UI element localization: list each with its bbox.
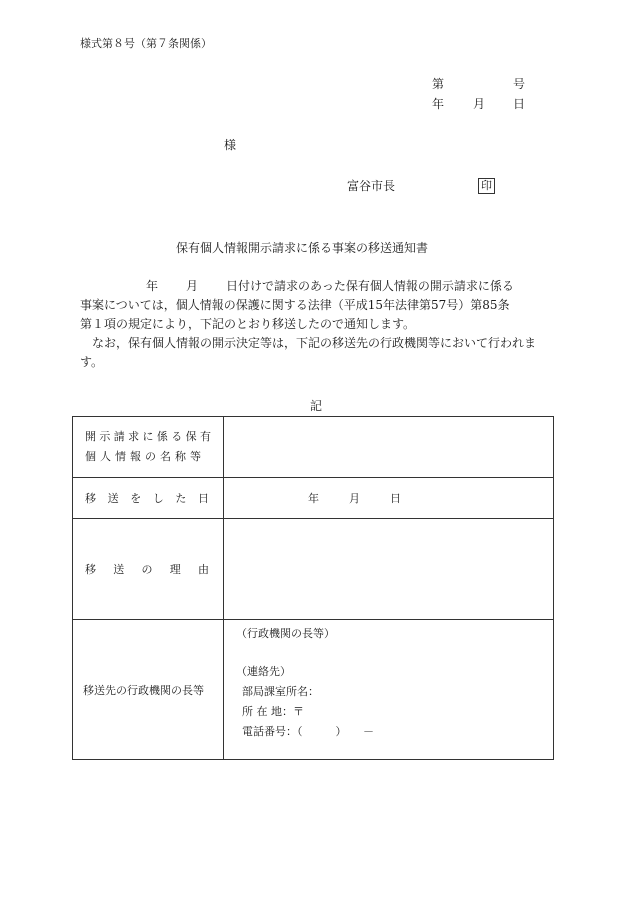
label-transfer-reason <box>73 519 224 620</box>
label-char: 由 <box>198 563 209 576</box>
seal-mark: 印 <box>478 178 495 194</box>
contact-phone: 電話番号：（ ） － <box>242 725 374 738</box>
label-char: 日 <box>197 492 209 505</box>
contact-heading: （連絡先） <box>236 665 291 678</box>
label-char: た <box>175 492 187 505</box>
date-year: 年 <box>432 97 445 111</box>
label-char: 開 <box>85 430 96 443</box>
label-char: 理 <box>169 563 181 576</box>
body-paragraph-2: なお，保有個人情報の開示決定等は，下記の移送先の行政機関等において行われます。 <box>80 336 537 369</box>
label-char: 請 <box>113 430 125 443</box>
transfer-year: 年 <box>308 492 319 505</box>
form-number: 様式第８号（第７条関係） <box>80 37 212 50</box>
transfer-day: 日 <box>390 492 401 505</box>
label-char: の <box>141 563 153 576</box>
body-line-1 <box>80 277 552 296</box>
table-row <box>73 620 554 760</box>
label-char: 示 <box>99 430 111 443</box>
destination-head: （行政機関の長等） <box>236 627 335 640</box>
label-char: 係 <box>156 430 168 443</box>
table-row <box>73 417 554 478</box>
label-char: 情 <box>115 450 126 463</box>
label-char: 報 <box>130 450 141 463</box>
transfer-month: 月 <box>349 492 360 505</box>
label-char: 有 <box>200 430 211 443</box>
body-line-3: 第１項の規定により，下記のとおり移送したので通知します。 <box>80 317 416 331</box>
body-month: 月 <box>186 279 199 293</box>
value-transfer-reason <box>224 519 554 620</box>
label-char: 送 <box>113 563 125 576</box>
label-char: 送 <box>107 492 119 505</box>
label-char: し <box>152 492 164 505</box>
ki-heading: 記 <box>310 399 323 413</box>
addressee-honorific: 様 <box>224 138 237 152</box>
date-month: 月 <box>473 97 486 111</box>
label-char: 等 <box>190 450 201 463</box>
contact-address: 所 在 地：〒 <box>242 705 304 718</box>
body-text <box>80 277 552 372</box>
document-title: 保有個人情報開示請求に係る事案の移送通知書 <box>176 241 429 255</box>
label-char: 求 <box>128 430 140 443</box>
body-line-2: 事案については，個人情報の保護に関する法律（平成15年法律第57号）第85条 <box>80 298 510 312</box>
label-char: 人 <box>100 450 111 463</box>
label-char: 移 <box>85 492 96 505</box>
label-transfer-date <box>73 478 224 519</box>
doc-number-suffix: 号 <box>513 77 526 91</box>
table-row <box>73 519 554 620</box>
label-char: 移 <box>85 563 96 576</box>
label-char: 保 <box>185 430 197 443</box>
label-char: に <box>142 430 154 443</box>
label-requested-info <box>73 417 224 478</box>
date-day: 日 <box>513 97 526 111</box>
label-line-1 <box>85 427 211 447</box>
doc-number-label: 第 <box>432 77 445 91</box>
value-transfer-date <box>224 478 554 519</box>
table-row <box>73 478 554 519</box>
label-char: 名 <box>160 450 171 463</box>
sender-name: 富谷市長 <box>347 179 396 193</box>
body-line-1-rest: 日付けで請求のあった保有個人情報の開示請求に係る <box>226 279 514 293</box>
label-char: の <box>145 450 156 463</box>
label-destination: 移送先の行政機関の長等 <box>73 620 224 760</box>
transfer-table <box>72 416 554 760</box>
value-destination <box>224 620 554 760</box>
label-line-2 <box>85 447 211 467</box>
contact-department: 部局課室所名： <box>242 685 319 698</box>
label-char: 個 <box>85 450 96 463</box>
label-char: 称 <box>175 450 186 463</box>
label-char: を <box>130 492 142 505</box>
value-requested-info <box>224 417 554 478</box>
body-year: 年 <box>146 279 159 293</box>
label-char: る <box>171 430 183 443</box>
